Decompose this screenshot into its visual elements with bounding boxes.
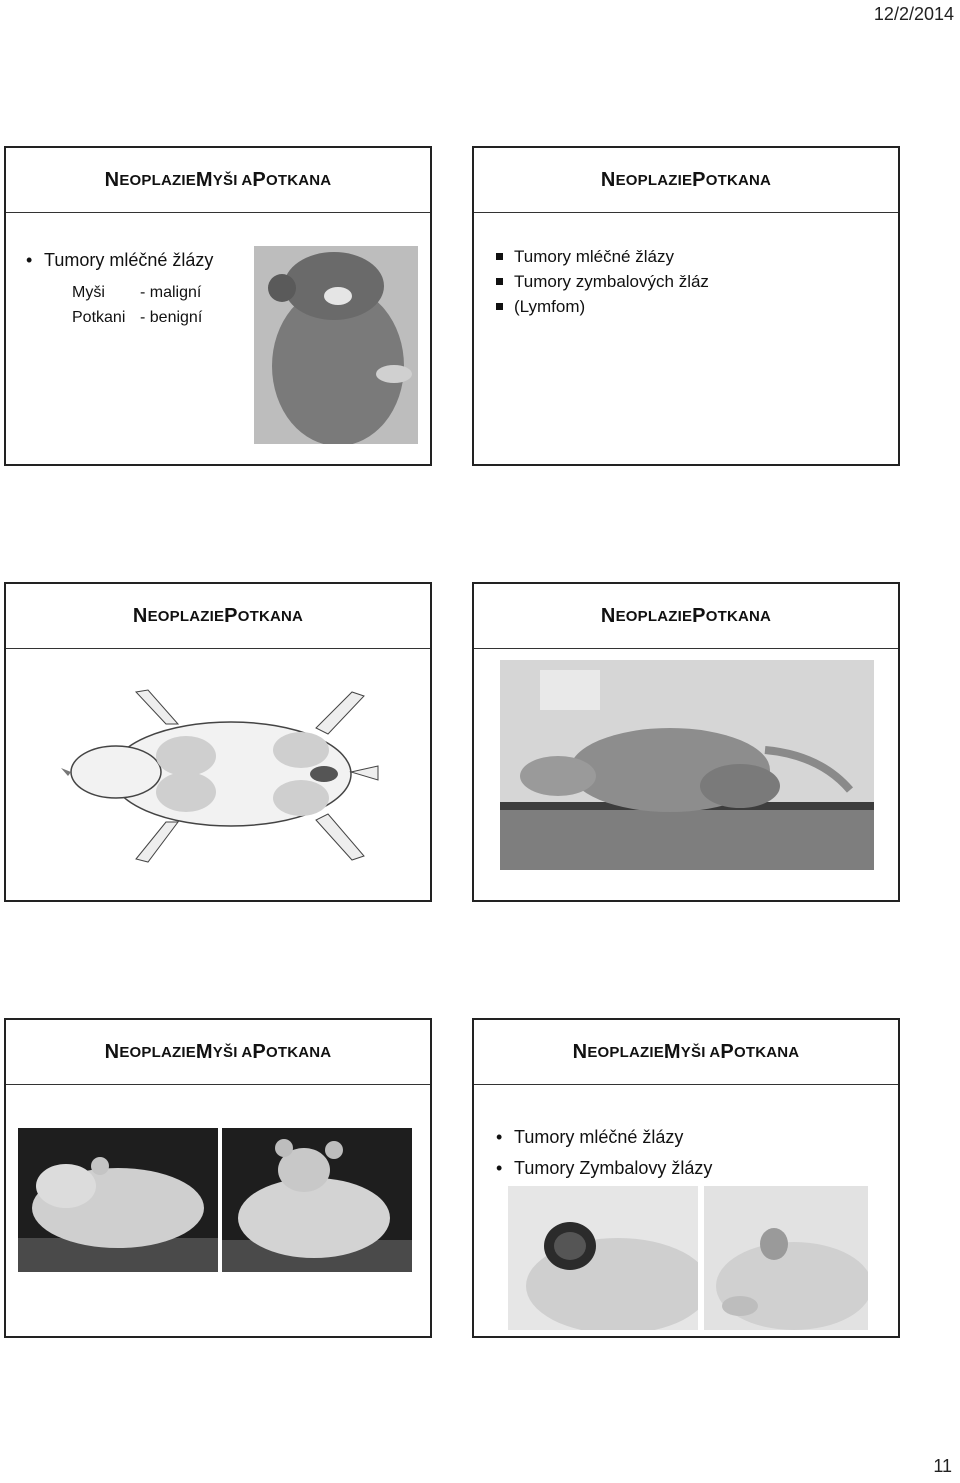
slide-1 xyxy=(4,146,432,466)
rat-on-table-photo-icon xyxy=(500,660,874,870)
bullet-list xyxy=(492,1122,712,1184)
rat-front-tumor-photo-icon xyxy=(222,1128,412,1272)
list-item: Tumory mléčné žlázy xyxy=(492,244,709,269)
slide-4 xyxy=(472,582,900,902)
slide-3 xyxy=(4,582,432,902)
slide-title: N EOPLAZIE M YŠI A P OTKANA xyxy=(6,148,430,213)
slide-title: N EOPLAZIE P OTKANA xyxy=(474,584,898,649)
list-item: • Tumory mléčné žlázy xyxy=(492,1122,712,1153)
rat-zymbal-tumor-photo-2-icon xyxy=(704,1186,868,1330)
rat-side-tumor-photo-icon xyxy=(18,1128,218,1272)
list-item: Tumory zymbalových žláz xyxy=(492,269,709,294)
species-row-rats: Potkani - benigní xyxy=(72,309,203,326)
slide-title: N EOPLAZIE M YŠI A P OTKANA xyxy=(474,1020,898,1085)
list-item: (Lymfom) xyxy=(492,294,709,319)
bullet-list xyxy=(492,244,709,319)
bullet-list xyxy=(22,248,213,273)
slide-6 xyxy=(472,1018,900,1338)
mouse-photo-icon xyxy=(254,246,418,444)
slide-title: N EOPLAZIE P OTKANA xyxy=(474,148,898,213)
species-row-mice: Myši - maligní xyxy=(72,284,202,301)
rat-zymbal-tumor-photo-1-icon xyxy=(508,1186,698,1330)
slide-2 xyxy=(472,146,900,466)
slide-title: N EOPLAZIE M YŠI A P OTKANA xyxy=(6,1020,430,1085)
page-number: 11 xyxy=(933,1456,952,1476)
slide-title: N EOPLAZIE P OTKANA xyxy=(6,584,430,649)
list-item: • Tumory mléčné žlázy xyxy=(22,248,213,273)
list-item: • Tumory Zymbalovy žlázy xyxy=(492,1153,712,1184)
slide-5 xyxy=(4,1018,432,1338)
print-date: 12/2/2014 xyxy=(873,4,954,24)
rat-anatomy-drawing-icon xyxy=(56,684,380,870)
